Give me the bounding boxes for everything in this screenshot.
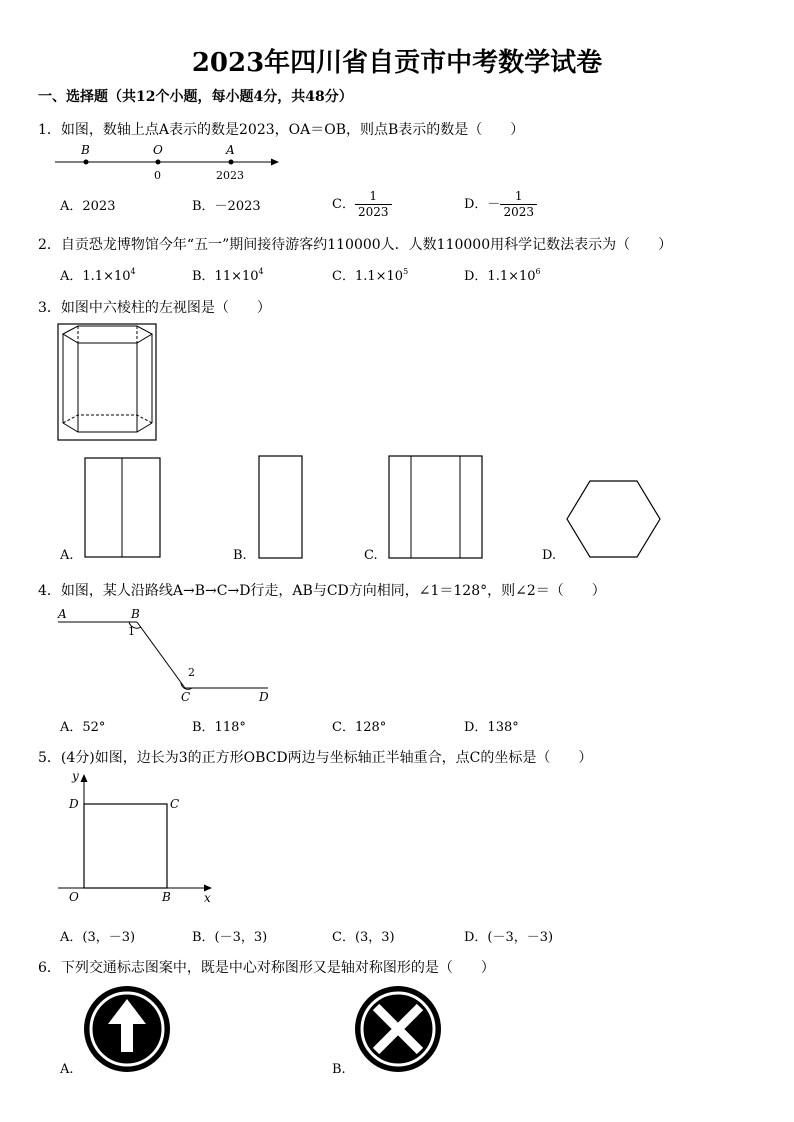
q1-tick-zero: 0: [154, 169, 161, 182]
q4-option-d[interactable]: D．138°: [464, 720, 519, 735]
fraction-denominator: 2023: [357, 205, 389, 219]
option-exponent: 5: [403, 267, 409, 276]
x-cross-sign-icon: [355, 986, 441, 1072]
option-exponent: 4: [258, 267, 264, 276]
q4-angle-1: 1: [128, 625, 135, 638]
q1-option-b[interactable]: B．－2023: [192, 199, 261, 214]
q4-option-c[interactable]: C．128°: [332, 720, 387, 735]
option-base: D．1.1×10: [464, 269, 536, 284]
q4-option-b[interactable]: B．118°: [192, 720, 246, 735]
q5-option-a[interactable]: A．(3，－3): [60, 930, 136, 945]
q5-label-o: O: [69, 890, 79, 904]
q4-label-a: A: [58, 607, 67, 621]
q5-label-c: C: [170, 797, 180, 811]
question-4-stem: 4．如图，某人沿路线A→B→C→D行走，AB与CD方向相同，∠1＝128°，则∠2＝（ ）: [38, 583, 606, 599]
question-6-stem: 6．下列交通标志图案中，既是中心对称图形又是轴对称图形的是（ ）: [38, 960, 495, 976]
q5-label-y: y: [72, 769, 79, 783]
fraction-numerator: 1: [355, 189, 392, 205]
q3-option-c[interactable]: C.: [364, 548, 378, 563]
option-exponent: 6: [535, 267, 541, 276]
q4-label-b: B: [131, 607, 140, 621]
q4-option-a[interactable]: A．52°: [60, 720, 106, 735]
q3-option-d[interactable]: D.: [542, 548, 557, 563]
q5-option-c[interactable]: C．(3，3): [332, 930, 395, 945]
fraction-numerator: 1: [500, 189, 537, 205]
fraction-denominator: 2023: [503, 205, 534, 219]
q1-label-a: A: [226, 143, 235, 157]
q1-option-c-prefix: C．: [332, 197, 355, 212]
q4-label-d: D: [259, 690, 269, 704]
question-3-stem: 3．如图中六棱柱的左视图是（ ）: [38, 300, 271, 316]
option-base: B．11×10: [192, 269, 259, 284]
option-base: A．1.1×10: [60, 269, 131, 284]
question-1-stem: 1．如图，数轴上点A表示的数是2023，OA＝OB，则点B表示的数是（ ）: [38, 122, 525, 138]
q3-option-a[interactable]: A.: [60, 548, 74, 563]
q5-option-b[interactable]: B．(－3，3): [192, 930, 268, 945]
q1-option-d-prefix: D．－: [464, 197, 501, 212]
q3-option-b[interactable]: B.: [233, 548, 247, 563]
q1-option-a[interactable]: A．2023: [60, 199, 116, 214]
q1-tick-a: 2023: [216, 169, 244, 182]
q6-option-b[interactable]: B.: [332, 1062, 346, 1077]
page-title: 2023年四川省自贡市中考数学试卷: [191, 48, 603, 78]
option-exponent: 4: [130, 267, 136, 276]
section-heading: 一、选择题（共12个小题，每小题4分，共48分）: [38, 89, 353, 105]
q1-label-b: B: [81, 143, 90, 157]
q5-label-b: B: [162, 890, 171, 904]
q5-label-x: x: [204, 891, 211, 905]
q5-label-d: D: [69, 797, 79, 811]
q6-option-a[interactable]: A.: [60, 1062, 74, 1077]
question-5-stem: 5．(4分)如图，边长为3的正方形OBCD两边与坐标轴正半轴重合，点C的坐标是（ ）: [38, 750, 593, 766]
question-2-stem: 2．自贡恐龙博物馆今年“五一”期间接待游客约110000人．人数110000用科学记数法表示为（ ）: [38, 237, 673, 253]
q4-label-c: C: [181, 690, 191, 704]
q5-option-d[interactable]: D．(－3，－3): [464, 930, 554, 945]
q4-angle-2: 2: [188, 666, 195, 679]
q1-label-o: O: [153, 143, 163, 157]
option-base: C．1.1×10: [332, 269, 404, 284]
